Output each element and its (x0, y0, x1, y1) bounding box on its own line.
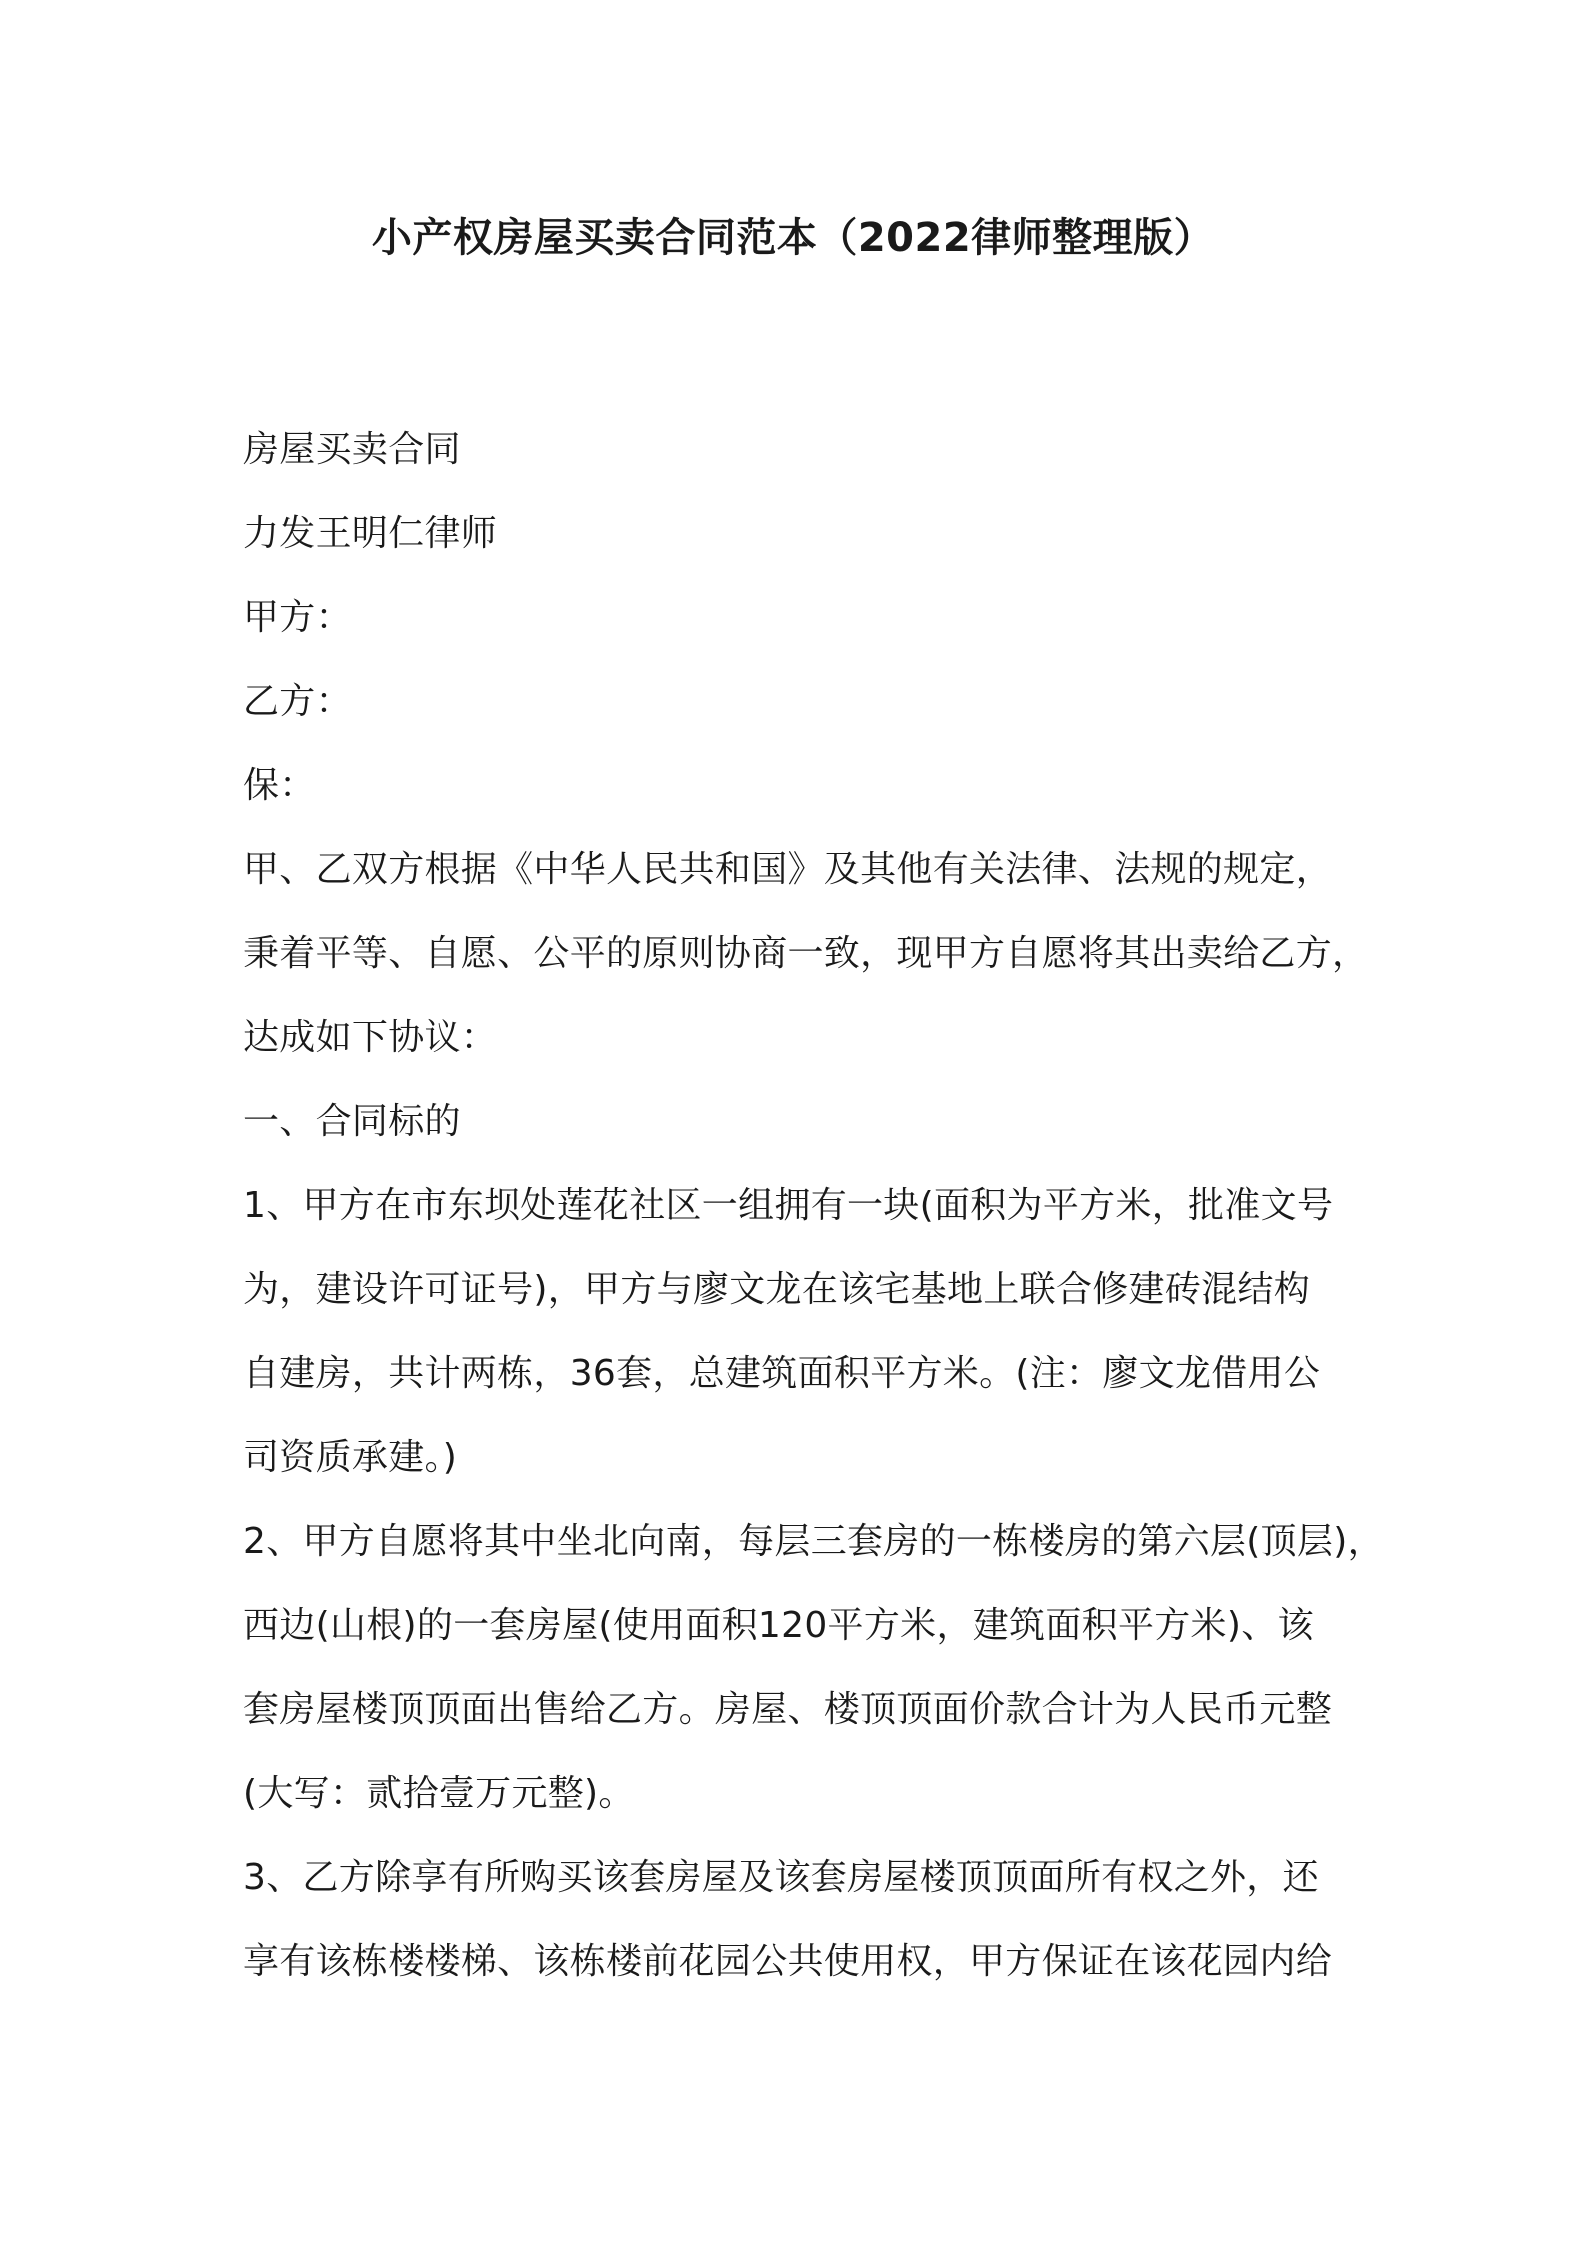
clause-1-line-1: 1、甲方在市东坝处莲花社区一组拥有一块(面积为平方米，批准文号 (243, 1185, 1334, 1226)
clause-2-line-1: 2、甲方自愿将其中坐北向南，每层三套房的一栋楼房的第六层(顶层)， (243, 1521, 1384, 1562)
document-title: 小产权房屋买卖合同范本（2022律师整理版） (371, 215, 1215, 261)
document-body (243, 408, 1384, 2004)
body-line-lawyer: 力发王明仁律师 (243, 513, 498, 554)
clause-2-line-2: 西边(山根)的一套房屋(使用面积120平方米，建筑面积平方米)、该 (243, 1605, 1314, 1646)
clause-3-line-1: 3、乙方除享有所购买该套房屋及该套房屋楼顶顶面所有权之外，还 (243, 1857, 1319, 1898)
body-line-party-b: 乙方： (243, 681, 352, 722)
body-line-preamble-2: 秉着平等、自愿、公平的原则协商一致，现甲方自愿将其出卖给乙方， (243, 933, 1369, 974)
clause-2-line-4: (大写：贰拾壹万元整)。 (243, 1773, 635, 1814)
body-line-guarantor: 保： (243, 765, 316, 806)
clause-3-line-2: 享有该栋楼楼梯、该栋楼前花园公共使用权，甲方保证在该花园内给 (243, 1941, 1333, 1982)
section-heading-subject: 一、合同标的 (243, 1101, 461, 1142)
body-line-preamble-1: 甲、乙双方根据《中华人民共和国》及其他有关法律、法规的规定， (243, 849, 1333, 890)
body-line-party-a: 甲方： (243, 597, 352, 638)
clause-1-line-4: 司资质承建。) (243, 1437, 458, 1478)
clause-2-line-3: 套房屋楼顶顶面出售给乙方。房屋、楼顶顶面价款合计为人民币元整 (243, 1689, 1333, 1730)
clause-1-line-3: 自建房，共计两栋，36套，总建筑面积平方米。(注：廖文龙借用公 (243, 1353, 1321, 1394)
body-line-preamble-3: 达成如下协议： (243, 1017, 498, 1058)
clause-1-line-2: 为，建设许可证号)，甲方与廖文龙在该宅基地上联合修建砖混结构 (243, 1269, 1311, 1310)
body-line-buy-contract: 房屋买卖合同 (243, 429, 461, 470)
